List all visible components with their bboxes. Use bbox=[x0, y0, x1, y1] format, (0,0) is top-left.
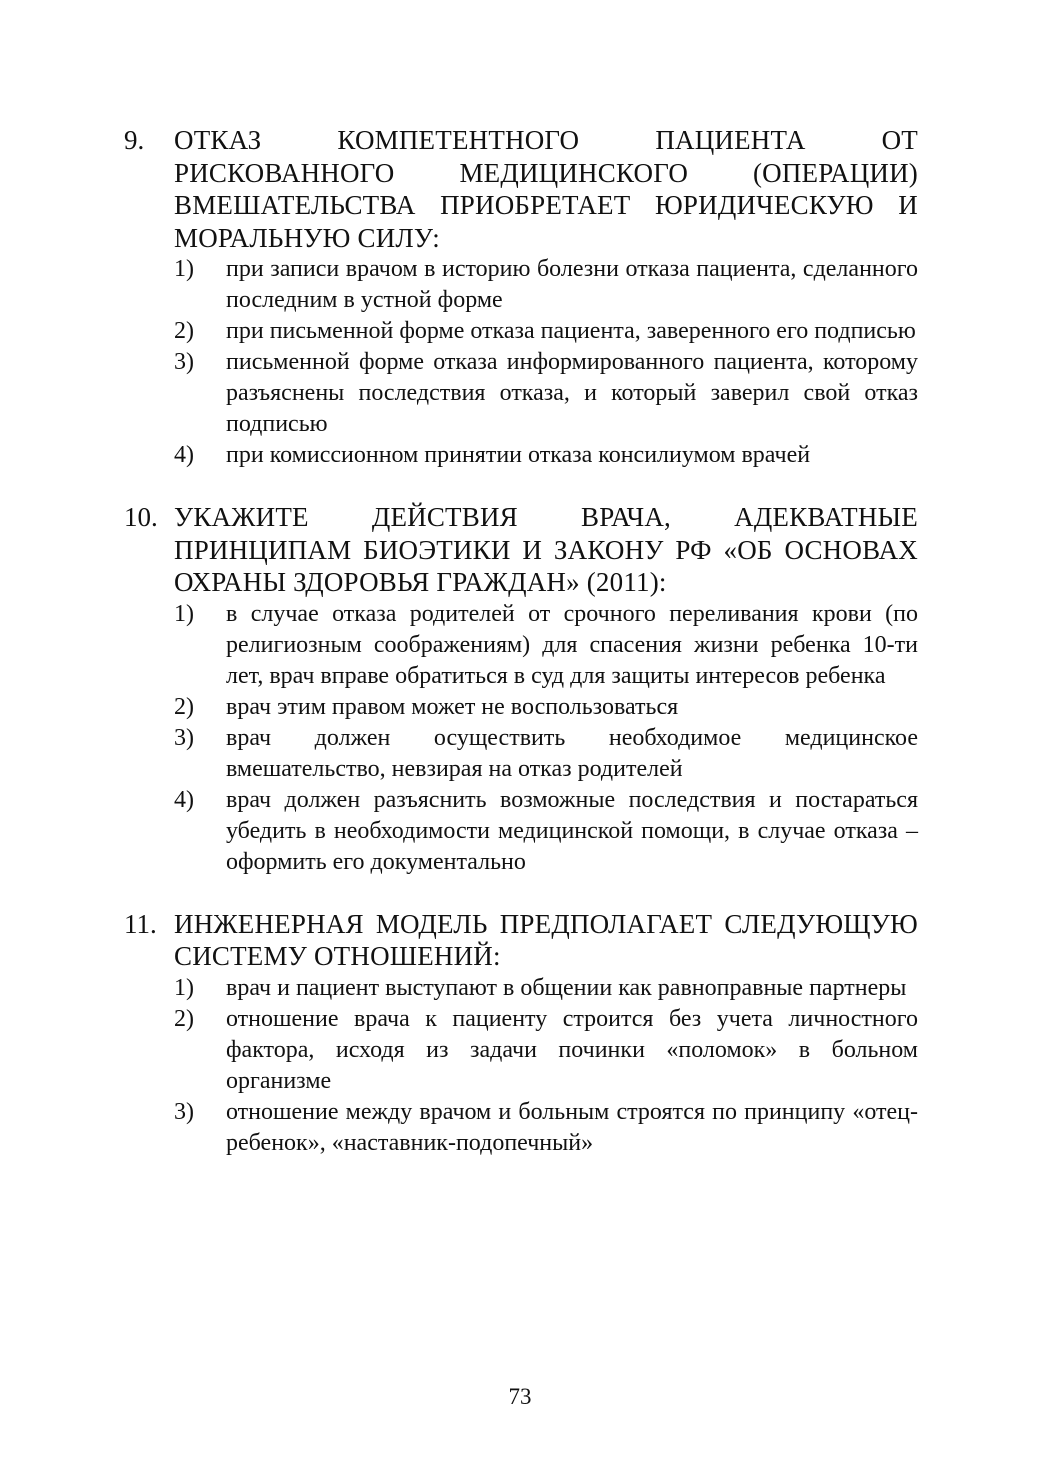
question-number: 11. bbox=[124, 908, 157, 939]
option-number: 2) bbox=[174, 1005, 194, 1032]
option-number: 2) bbox=[174, 693, 194, 720]
answer-options bbox=[124, 254, 918, 471]
option-text: в случае отказа родителей от срочного переливания крови (по религиозным соображениям) для спасения жизни ребенка 10-ти лет, врач вправе обратиться в суд для защиты интересов ребенка bbox=[226, 600, 918, 689]
option-number: 1) bbox=[174, 256, 194, 282]
option-text: отношение между врачом и больным строятся по принципу «отец-ребенок», «наставник-подопечный» bbox=[226, 1098, 918, 1156]
question-9 bbox=[124, 124, 918, 471]
question-number: 10. bbox=[124, 502, 158, 532]
option-text: врач и пациент выступают в общении как равноправные партнеры bbox=[226, 974, 907, 1001]
option-text: врач этим правом может не воспользоваться bbox=[226, 693, 679, 720]
answer-option bbox=[174, 254, 918, 316]
option-text: отношение врача к пациенту строится без учета личностного фактора, исходя из задачи починки «поломок» в больном организме bbox=[226, 1005, 918, 1094]
option-number: 1) bbox=[174, 600, 194, 627]
option-number: 3) bbox=[174, 349, 194, 375]
question-text: ОТКАЗ КОМПЕТЕНТНОГО ПАЦИЕНТА ОТ РИСКОВАННОГО МЕДИЦИНСКОГО (ОПЕРАЦИИ) ВМЕШАТЕЛЬСТВА ПРИОБРЕТАЕТ ЮРИДИЧЕСКУЮ И МОРАЛЬНУЮ СИЛУ: bbox=[174, 125, 918, 253]
option-text: письменной форме отказа информированного пациента, которому разъяснены последствия отказа, и который заверил свой отказ подписью bbox=[226, 349, 918, 437]
option-number: 2) bbox=[174, 318, 194, 344]
question-text: ИНЖЕНЕРНАЯ МОДЕЛЬ ПРЕДПОЛАГАЕТ СЛЕДУЮЩУЮ СИСТЕМУ ОТНОШЕНИЙ: bbox=[174, 908, 918, 971]
answer-option bbox=[174, 316, 918, 347]
answer-options bbox=[124, 599, 918, 878]
option-number: 4) bbox=[174, 442, 194, 468]
question-text: УКАЖИТЕ ДЕЙСТВИЯ ВРАЧА, АДЕКВАТНЫЕ ПРИНЦИПАМ БИОЭТИКИ И ЗАКОНУ РФ «ОБ ОСНОВАХ ОХРАНЫ ЗДОРОВЬЯ ГРАЖДАН» (2011): bbox=[174, 502, 918, 597]
option-number: 4) bbox=[174, 786, 194, 813]
answer-option bbox=[174, 347, 918, 440]
answer-option bbox=[174, 1004, 918, 1097]
option-number: 3) bbox=[174, 724, 194, 751]
page-number: 73 bbox=[508, 1384, 532, 1409]
answer-option bbox=[174, 440, 918, 471]
option-number: 3) bbox=[174, 1098, 194, 1125]
answer-option bbox=[174, 973, 918, 1004]
option-number: 1) bbox=[174, 974, 194, 1001]
option-text: при письменной форме отказа пациента, заверенного его подписью bbox=[226, 318, 916, 344]
option-text: врач должен осуществить необходимое медицинское вмешательство, невзирая на отказ родителей bbox=[226, 724, 918, 782]
question-11 bbox=[124, 908, 918, 1159]
answer-option bbox=[174, 1097, 918, 1159]
question-spacer bbox=[124, 878, 918, 908]
page-content bbox=[124, 124, 918, 1159]
answer-option bbox=[174, 785, 918, 878]
answer-option bbox=[174, 723, 918, 785]
option-text: при записи врачом в историю болезни отказа пациента, сделанного последним в устной форме bbox=[226, 256, 918, 313]
answer-option bbox=[174, 599, 918, 692]
answer-option bbox=[174, 692, 918, 723]
question-number: 9. bbox=[124, 125, 145, 155]
question-spacer bbox=[124, 471, 918, 501]
answer-options bbox=[124, 973, 918, 1159]
question-10 bbox=[124, 501, 918, 878]
option-text: при комиссионном принятии отказа консилиумом врачей bbox=[226, 442, 811, 468]
option-text: врач должен разъяснить возможные последствия и постараться убедить в необходимости медицинской помощи, в случае отказа – оформить его документально bbox=[226, 786, 918, 875]
